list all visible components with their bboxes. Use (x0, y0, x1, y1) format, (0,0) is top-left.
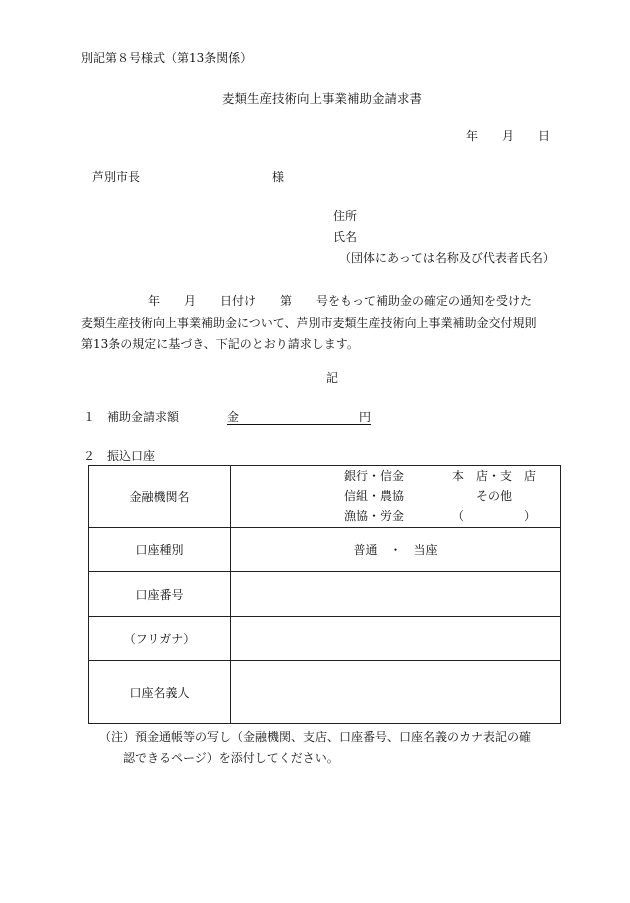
institution-type: 銀行・信金 (344, 469, 405, 483)
form-number: 別記第８号様式（第13条関係） (81, 51, 253, 65)
furigana-field (231, 617, 561, 661)
name-note: （団体にあっては名称及び代表者氏名） (339, 251, 555, 265)
table-row (89, 528, 561, 572)
body-line-3: 第13条の規定に基づき、下記のとおり請求します。 (81, 337, 359, 351)
item2-number: ２ (83, 449, 96, 463)
table-row (89, 466, 561, 528)
bank-account-table (88, 465, 561, 724)
furigana-label: （フリガナ） (89, 617, 231, 661)
account-number-field (231, 572, 561, 617)
holder-label: 口座名義人 (89, 661, 231, 724)
account-number-label: 口座番号 (89, 572, 231, 617)
institution-type: 漁協・労金 (344, 509, 405, 523)
note-line-2: 認できるページ）を添付してください。 (99, 751, 339, 765)
request-amount-field: 金 円 (227, 410, 372, 424)
applicant-block (333, 210, 555, 273)
item1-number: １ (83, 410, 96, 424)
date-line: 年 月 日 (466, 129, 551, 143)
branch-type: その他 (475, 489, 512, 503)
holder-field (231, 661, 561, 724)
institution-label: 金融機関名 (89, 466, 231, 528)
name-label: 氏名 (333, 230, 358, 244)
item2-label: 振込口座 (107, 449, 156, 463)
request-body (81, 291, 586, 356)
branch-type: 本 店・支 店 (451, 469, 536, 483)
ki-heading: 記 (326, 371, 339, 385)
body-line-1: 年 月 日付け 第 号をもって補助金の確定の通知を受けた (148, 294, 533, 308)
institution-type: 信組・農協 (344, 489, 405, 503)
addressee: 芦別市長 様 (92, 170, 285, 184)
account-type-options: 普通 ・ 当座 (231, 528, 561, 572)
item1-label: 補助金請求額 (107, 410, 180, 424)
body-line-2: 麦類生産技術向上事業補助金について、芦別市麦類生産技術向上事業補助金交付規則 (81, 315, 537, 330)
address-label: 住所 (333, 209, 358, 223)
table-row (89, 572, 561, 617)
institution-cell (231, 466, 561, 528)
table-row (89, 661, 561, 724)
document-title: 麦類生産技術向上事業補助金請求書 (222, 91, 423, 106)
account-type-label: 口座種別 (89, 528, 231, 572)
branch-type: （ ） (451, 509, 536, 523)
note-line-1: （注）預金通帳等の写し（金融機関、支店、口座番号、口座名義のカナ表記の確 (99, 730, 532, 744)
attachment-note (99, 727, 579, 769)
table-row (89, 617, 561, 661)
